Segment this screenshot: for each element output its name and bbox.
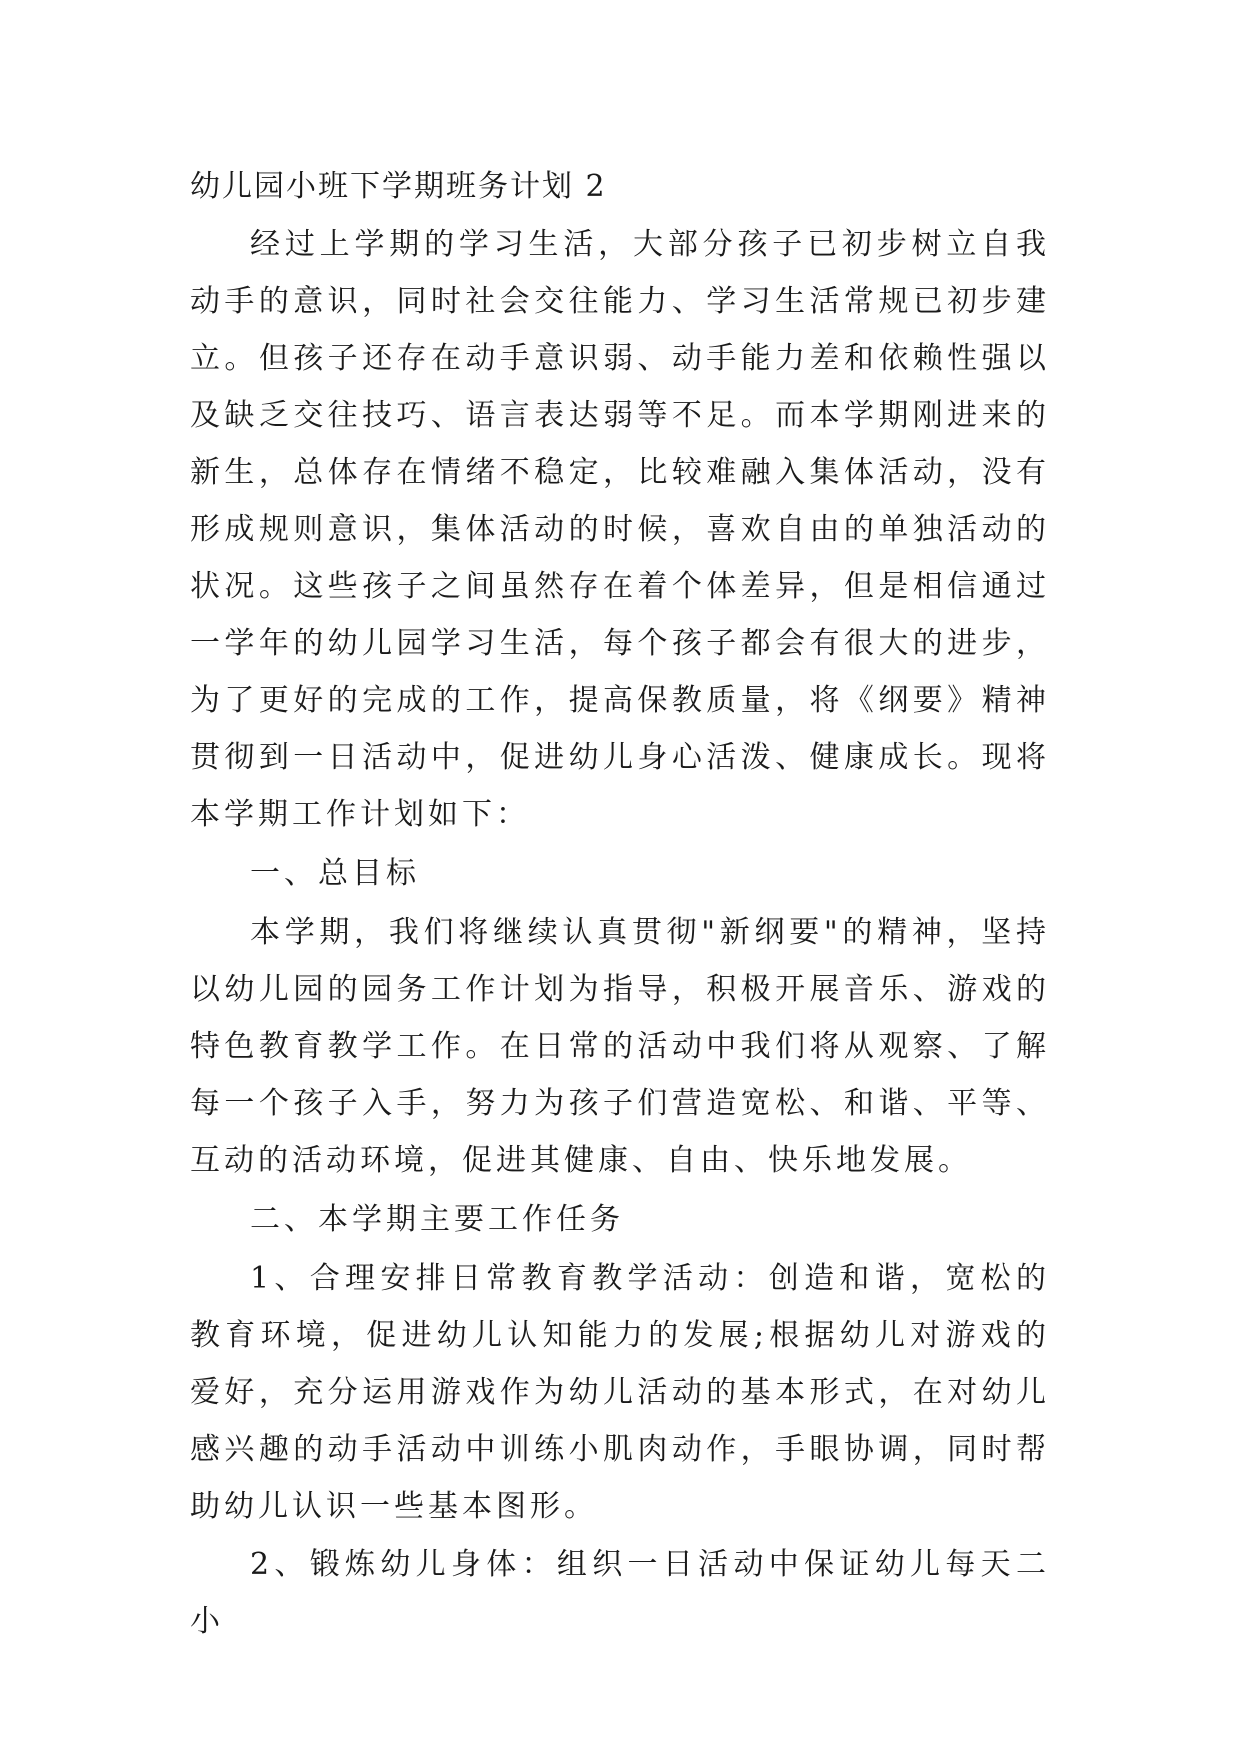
goals-paragraph: 本学期，我们将继续认真贯彻"新纲要"的精神，坚持以幼儿园的园务工作计划为指导，积极开展音乐、游戏的特色教育教学工作。在日常的活动中我们将从观察、了解每一个孩子入手，努力为孩子们营造宽松、和谐、平等、互动的活动环境，促进其健康、自由、快乐地发展。 [190,915,1050,1178]
task-item-2: 2、锻炼幼儿身体：组织一日活动中保证幼儿每天二小 [190,1547,1050,1639]
task-item-1: 1、合理安排日常教育教学活动：创造和谐，宽松的教育环境，促进幼儿认知能力的发展;根据幼儿对游戏的爱好，充分运用游戏作为幼儿活动的基本形式，在对幼儿感兴趣的动手活动中训练小肌肉动作，手眼协调，同时帮助幼儿认识一些基本图形。 [190,1261,1050,1524]
document-title: 幼儿园小班下学期班务计划 2 [190,169,607,204]
document-body [190,158,1050,1651]
intro-paragraph: 经过上学期的学习生活，大部分孩子已初步树立自我动手的意识，同时社会交往能力、学习生活常规已初步建立。但孩子还存在动手意识弱、动手能力差和依赖性强以及缺乏交往技巧、语言表达弱等不足。而本学期刚进来的新生，总体存在情绪不稳定，比较难融入集体活动，没有形成规则意识，集体活动的时候，喜欢自由的单独活动的状况。这些孩子之间虽然存在着个体差异，但是相信通过一学年的幼儿园学习生活，每个孩子都会有很大的进步，为了更好的完成的工作，提高保教质量，将《纲要》精神贯彻到一日活动中，促进幼儿身心活泼、健康成长。现将本学期工作计划如下： [190,227,1050,832]
section-heading-goals: 一、总目标 [250,856,420,891]
section-heading-tasks: 二、本学期主要工作任务 [250,1202,624,1237]
